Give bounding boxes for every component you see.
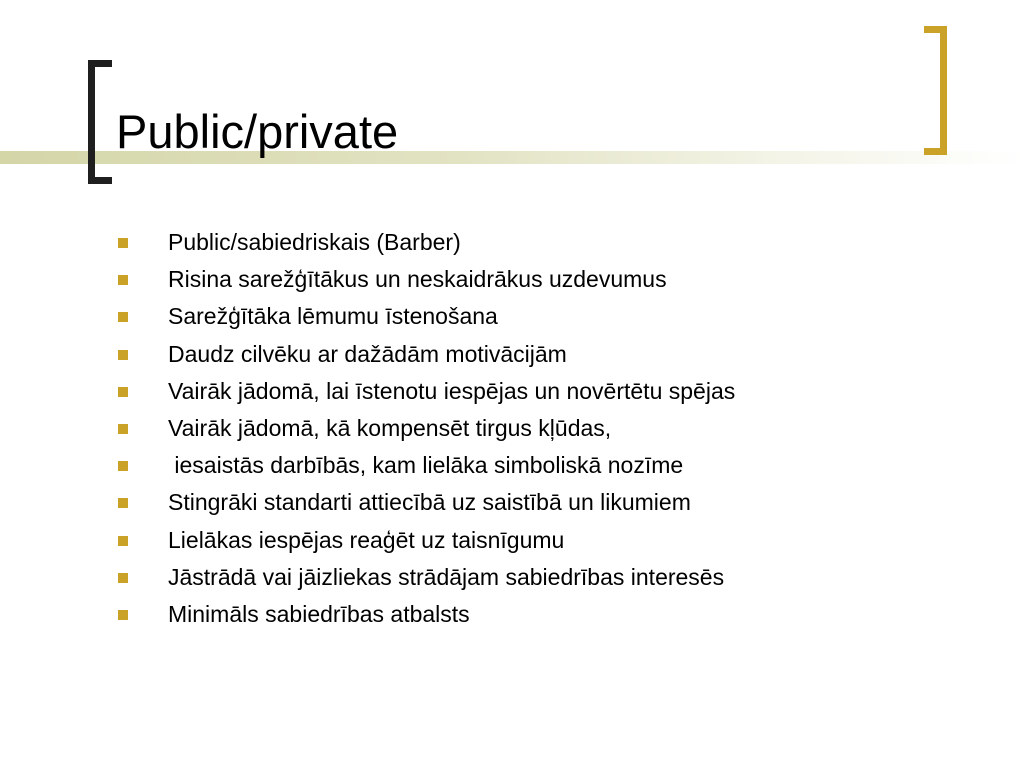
- bullet-text: Minimāls sabiedrības atbalsts: [168, 600, 470, 627]
- left-bracket-decoration: [88, 60, 112, 184]
- bullet-item: [118, 596, 998, 633]
- square-bullet-icon: [118, 312, 128, 322]
- bullet-item: [118, 224, 998, 261]
- square-bullet-icon: [118, 238, 128, 248]
- bullet-text: Risina sarežģītākus un neskaidrākus uzdevumus: [168, 266, 667, 293]
- bullet-text: Sarežģītāka lēmumu īstenošana: [168, 303, 498, 330]
- bullet-item: [118, 484, 998, 521]
- bullet-text: Public/sabiedriskais (Barber): [168, 229, 461, 255]
- slide-title: Public/private: [116, 105, 399, 158]
- bullet-item: [118, 261, 998, 298]
- square-bullet-icon: [118, 536, 128, 546]
- bullet-item: [118, 298, 998, 335]
- bullet-text: Jāstrādā vai jāizliekas strādājam sabiedrības interesēs: [168, 563, 725, 590]
- bullet-text: Stingrāki standarti attiecībā uz saistībā un likumiem: [168, 489, 691, 516]
- bullet-item: [118, 373, 998, 410]
- bullet-list: [118, 224, 998, 633]
- square-bullet-icon: [118, 573, 128, 583]
- square-bullet-icon: [118, 350, 128, 360]
- bullet-item: [118, 522, 998, 559]
- square-bullet-icon: [118, 387, 128, 397]
- square-bullet-icon: [118, 424, 128, 434]
- square-bullet-icon: [118, 461, 128, 471]
- bullet-item: [118, 336, 998, 373]
- bullet-text: Lielākas iespējas reaģēt uz taisnīgumu: [168, 526, 565, 553]
- bullet-text: Vairāk jādomā, lai īstenotu iespējas un novērtētu spējas: [168, 377, 736, 404]
- square-bullet-icon: [118, 498, 128, 508]
- bullet-text: Daudz cilvēku ar dažādām motivācijām: [168, 340, 567, 367]
- bullet-item: [118, 410, 998, 447]
- square-bullet-icon: [118, 610, 128, 620]
- bullet-item: [118, 447, 998, 484]
- square-bullet-icon: [118, 275, 128, 285]
- bullet-text: Vairāk jādomā, kā kompensēt tirgus kļūdas,: [168, 414, 612, 441]
- bullet-text: iesaistās darbībās, kam lielāka simboliskā nozīme: [168, 452, 684, 479]
- right-bracket-decoration: [924, 26, 947, 155]
- bullet-item: [118, 559, 998, 596]
